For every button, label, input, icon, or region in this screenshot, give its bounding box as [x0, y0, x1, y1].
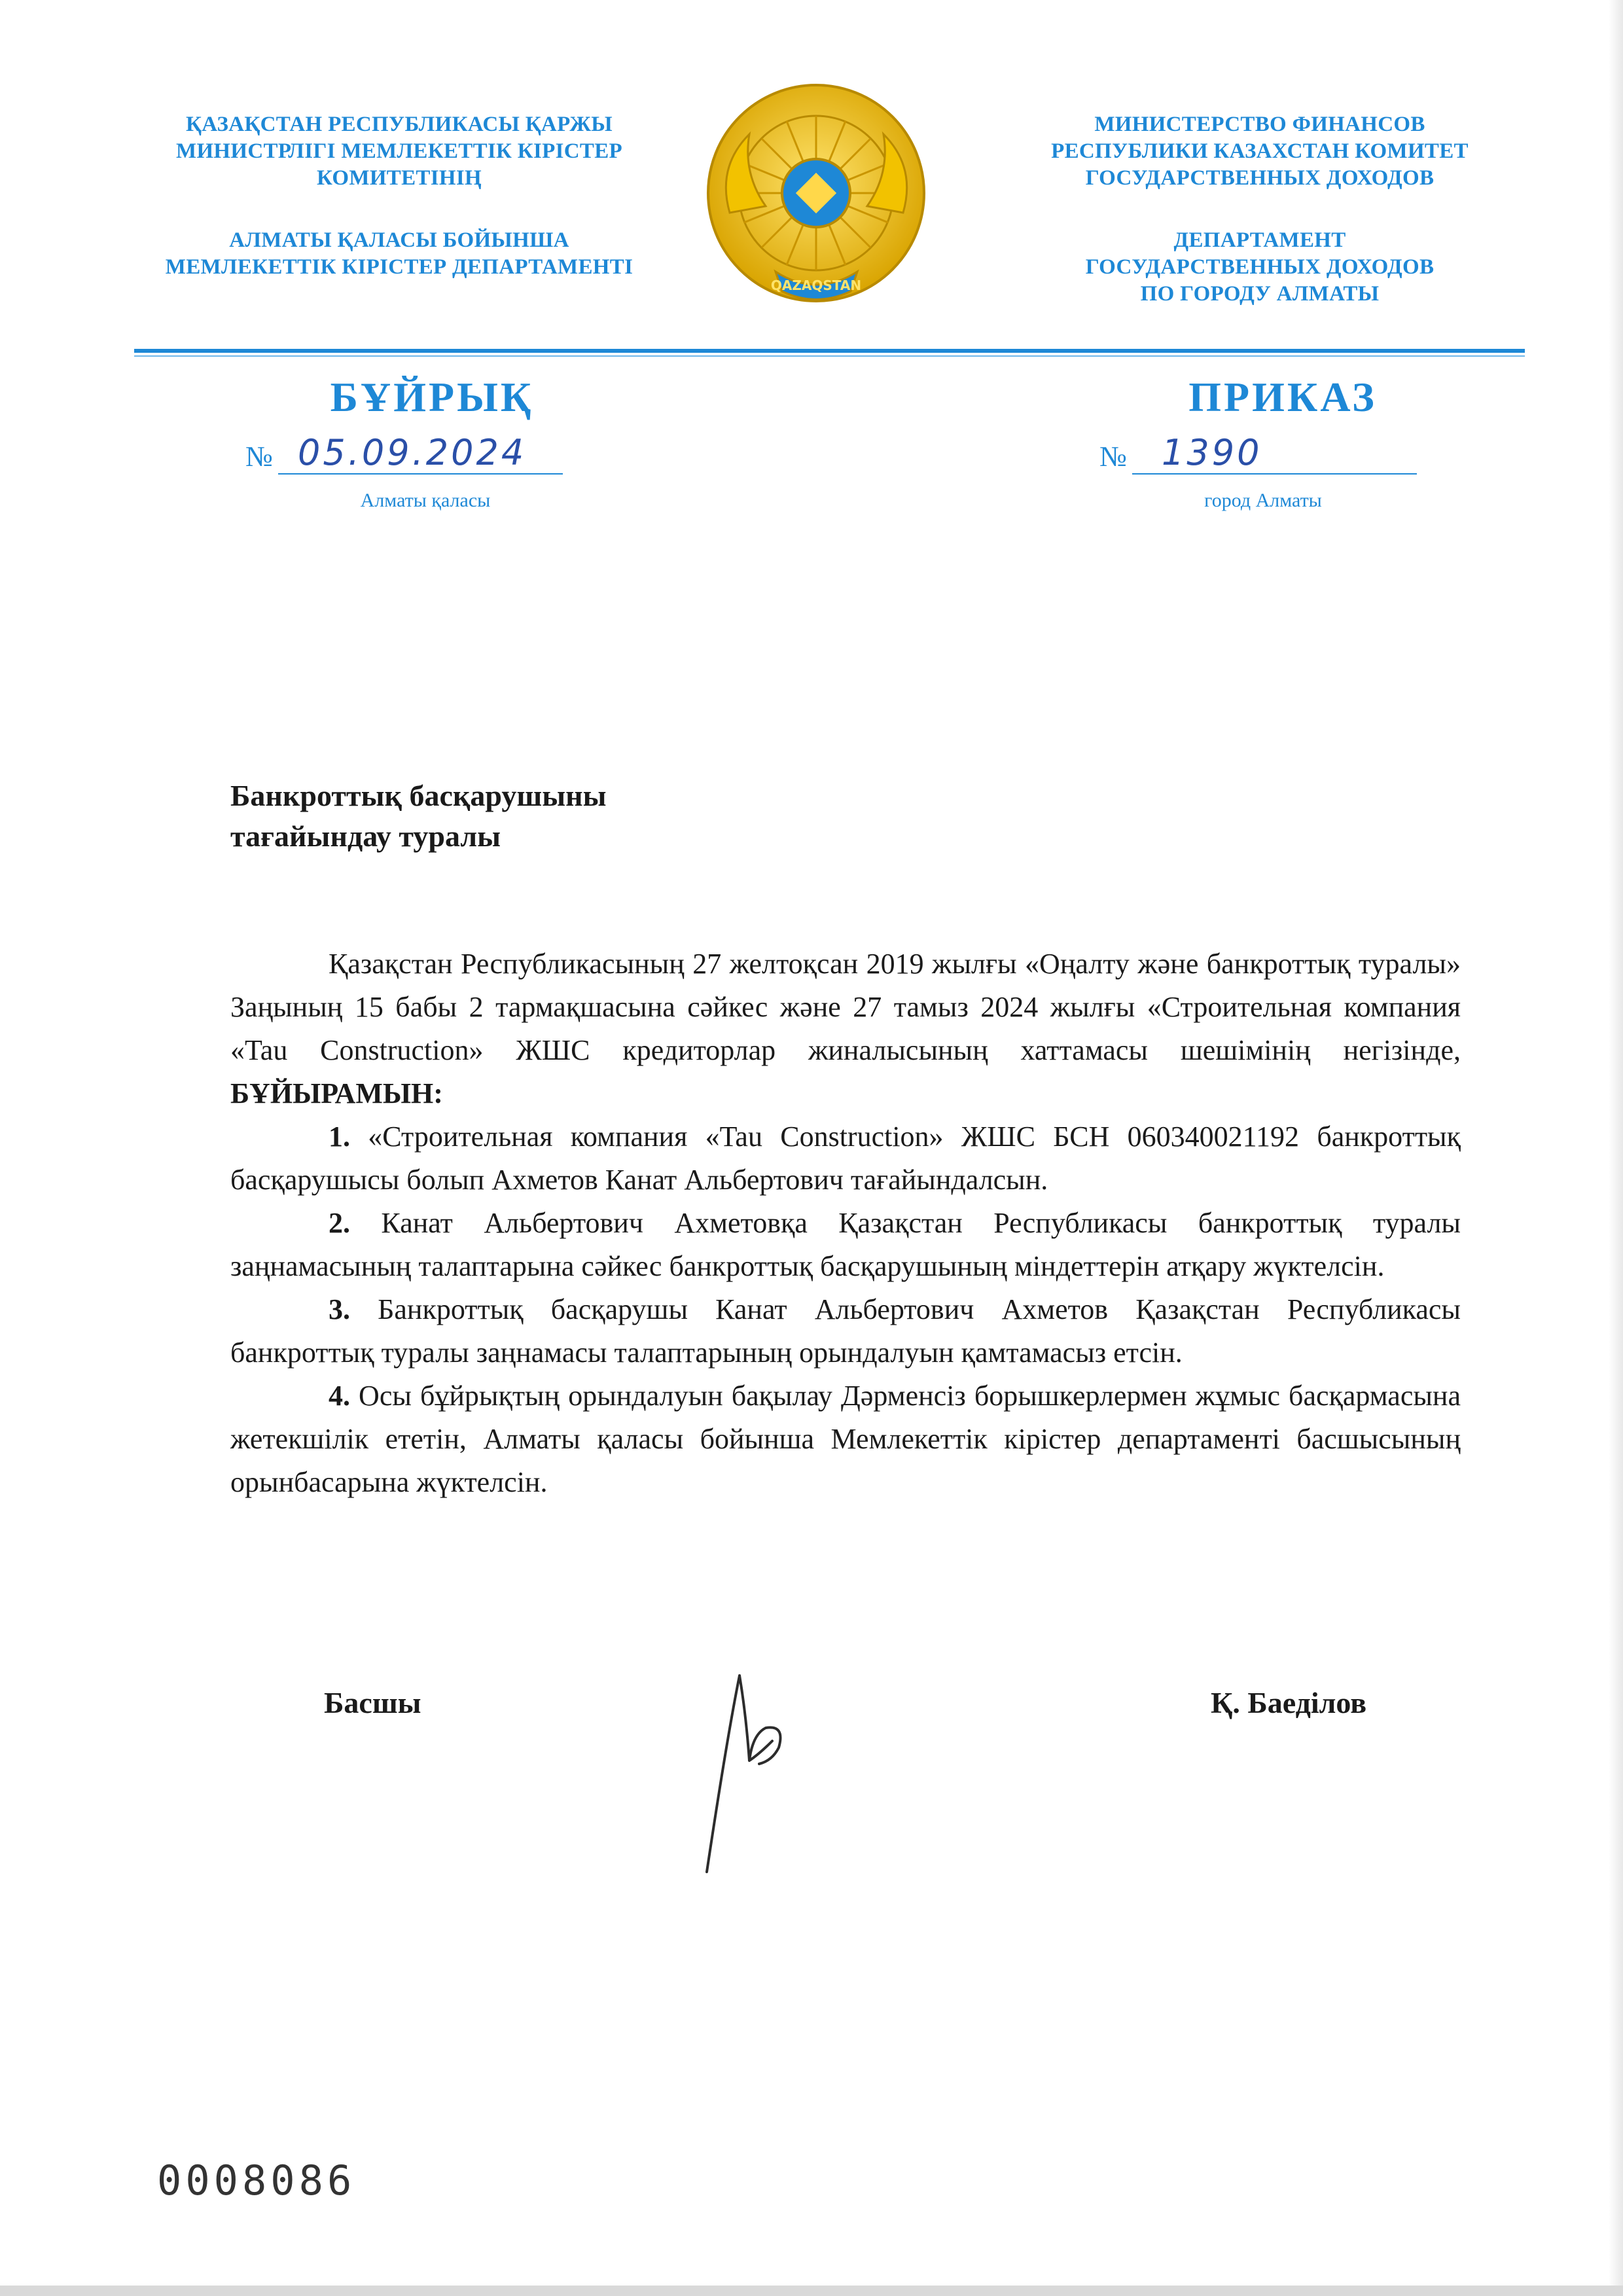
- signatory-name: Қ. Баеділов: [1211, 1686, 1367, 1719]
- handwritten-date: 05.09.2024: [298, 432, 527, 473]
- header-right-line: ГОСУДАРСТВЕННЫХ ДОХОДОВ: [1085, 255, 1435, 279]
- header-right-line: МИНИСТЕРСТВО ФИНАНСОВ: [1094, 113, 1425, 136]
- order-title-ru: ПРИКАЗ: [1188, 374, 1377, 420]
- header-divider: [134, 349, 1525, 353]
- order-number-line: [1099, 440, 1127, 473]
- serial-number: 0008086: [157, 2157, 356, 2204]
- header-right-line: ГОСУДАРСТВЕННЫХ ДОХОДОВ: [1085, 166, 1435, 190]
- order-body: [230, 942, 1461, 1504]
- header-left-kz: [105, 111, 694, 281]
- header-right-line: ДЕПАРТАМЕНТ: [1173, 228, 1346, 252]
- number-sign: №: [1099, 440, 1127, 473]
- number-underline: [1132, 473, 1417, 475]
- body-item: 3. Банкроттық басқарушы Канат Альбертович Ахметов Қазақстан Республикасы банкроттық туралы заңнамасы талаптарының орындалуын қамтамасыз етсін.: [230, 1293, 1461, 1369]
- body-item: 4. Осы бұйрықтың орындалуын бақылау Дәрменсіз борышкерлермен жұмыс басқармасына жетекшілік ететін, Алматы қаласы бойынша Мемлекеттік кірістер департаменті басшысының орынбасарына жүктелсін.: [230, 1380, 1461, 1498]
- order-title-kz: БҰЙРЫҚ: [330, 374, 534, 420]
- header-right-line: РЕСПУБЛИКИ КАЗАХСТАН КОМИТЕТ: [1051, 139, 1469, 163]
- handwritten-signature: [687, 1662, 831, 1885]
- page-bottom-edge: [0, 2286, 1623, 2296]
- number-sign: №: [245, 440, 273, 473]
- order-subject: [230, 776, 607, 857]
- header-left-line: МИНИСТРЛІГІ МЕМЛЕКЕТТІК КІРІСТЕР: [176, 139, 622, 163]
- order-date-line: [245, 440, 273, 473]
- header-left-line: МЕМЛЕКЕТТІК КІРІСТЕР ДЕПАРТАМЕНТІ: [165, 255, 633, 279]
- handwritten-number: 1390: [1162, 432, 1262, 473]
- signatory-position: Басшы: [324, 1686, 421, 1719]
- header-divider-thin: [134, 355, 1525, 357]
- date-underline: [278, 473, 563, 475]
- city-ru: город Алматы: [1204, 490, 1322, 511]
- header-left-line: КОМИТЕТІНІҢ: [317, 166, 482, 190]
- svg-text:QAZAQSTAN: QAZAQSTAN: [770, 278, 862, 293]
- body-item: 1. «Строительная компания «Tau Construction» ЖШС БСН 060340021192 банкроттық басқарушысы болып Ахметов Канат Альбертович тағайындалсын.: [230, 1121, 1461, 1196]
- state-emblem: [704, 75, 929, 311]
- order-command: БҰЙЫРАМЫН:: [230, 1077, 443, 1109]
- page-edge-shadow: [1609, 0, 1623, 2296]
- subject-line: тағайындау туралы: [230, 819, 501, 853]
- header-right-ru: [965, 111, 1554, 308]
- header-left-line: ҚАЗАҚСТАН РЕСПУБЛИКАСЫ ҚАРЖЫ: [186, 113, 613, 136]
- subject-line: Банкроттық басқарушыны: [230, 779, 607, 812]
- header-right-line: ПО ГОРОДУ АЛМАТЫ: [1140, 282, 1380, 306]
- header-left-line: АЛМАТЫ ҚАЛАСЫ БОЙЫНША: [229, 228, 569, 252]
- body-intro: Қазақстан Республикасының 27 желтоқсан 2019 жылғы «Оңалту және банкроттық туралы» Заңының 15 бабы 2 тармақшасына сәйкес және 27 тамыз 2024 жылғы «Строительная компания «Tau Construction» ЖШС кредиторлар жиналысының хаттамасы шешімінің негізінде, БҰЙЫРАМЫН:: [230, 948, 1461, 1109]
- body-item: 2. Канат Альбертович Ахметовқа Қазақстан Республикасы банкроттық туралы заңнамасының талаптарына сәйкес банкроттық басқарушының міндеттерін атқару жүктелсін.: [230, 1207, 1461, 1282]
- emblem-icon: [704, 75, 929, 311]
- signature-icon: [687, 1662, 831, 1885]
- city-kz: Алматы қаласы: [360, 490, 491, 511]
